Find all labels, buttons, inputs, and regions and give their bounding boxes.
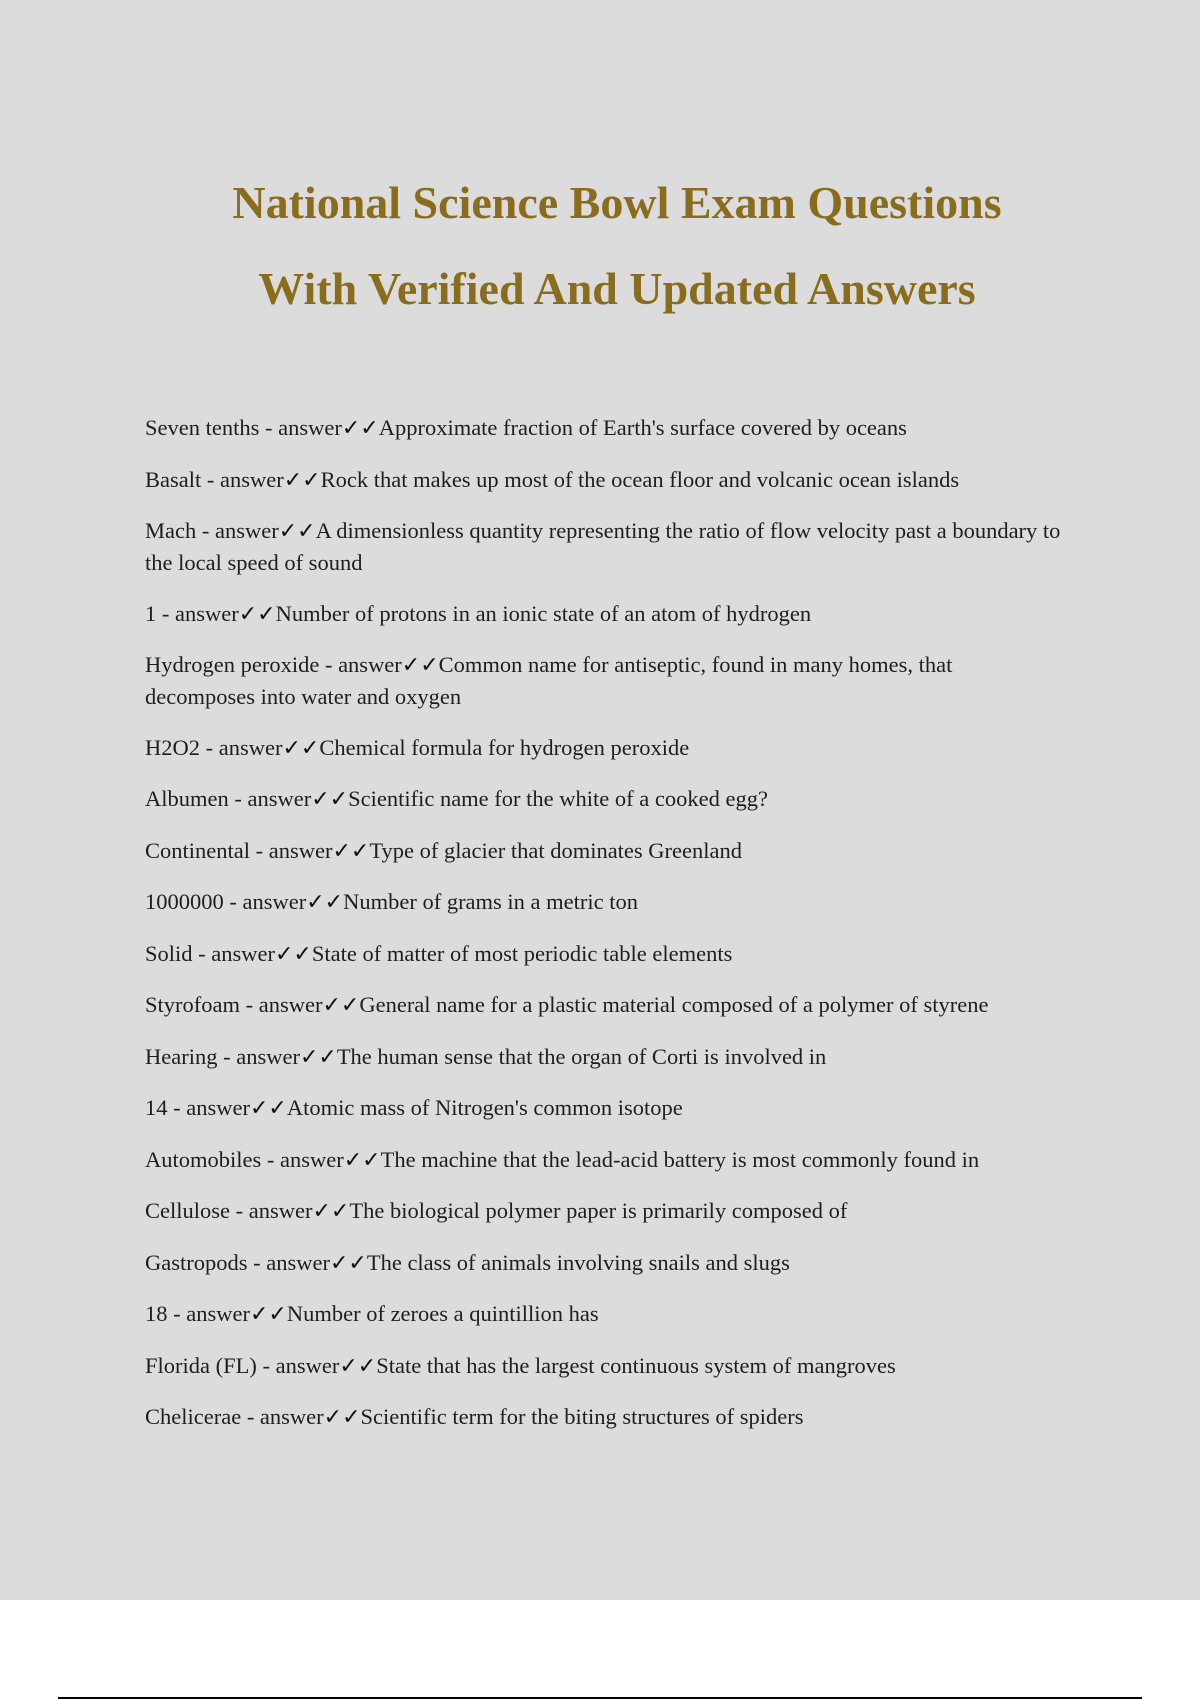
qa-separator: - answer bbox=[156, 600, 239, 626]
qa-answer: Styrofoam bbox=[145, 992, 240, 1017]
check-mark-icon: ✓✓ bbox=[343, 1147, 381, 1173]
qa-separator: - answer bbox=[241, 1404, 324, 1429]
check-mark-icon: ✓✓ bbox=[322, 993, 360, 1018]
check-mark-icon: ✓✓ bbox=[249, 1096, 287, 1121]
qa-answer: 18 bbox=[145, 1301, 168, 1326]
qa-question: The machine that the lead-acid battery is most commonly found in bbox=[380, 1146, 980, 1172]
qa-item bbox=[145, 464, 1065, 496]
qa-answer: Cellulose bbox=[145, 1198, 230, 1223]
qa-answer: Basalt bbox=[145, 466, 202, 492]
qa-separator: - answer bbox=[261, 1146, 344, 1172]
check-mark-icon: ✓✓ bbox=[299, 1044, 337, 1070]
qa-separator: - answer bbox=[230, 1198, 313, 1223]
check-mark-icon: ✓✓ bbox=[249, 1302, 287, 1327]
qa-question: The biological polymer paper is primarily composed of bbox=[349, 1198, 848, 1223]
check-mark-icon: ✓✓ bbox=[278, 519, 316, 544]
qa-question: Common name for antiseptic, found in many homes, that decomposes into water and oxygen bbox=[145, 652, 953, 709]
qa-item bbox=[145, 598, 1065, 630]
check-mark-icon: ✓✓ bbox=[275, 941, 312, 967]
qa-item bbox=[145, 649, 1065, 712]
check-mark-icon: ✓✓ bbox=[283, 467, 321, 493]
check-mark-icon: ✓✓ bbox=[339, 1353, 377, 1379]
qa-item bbox=[145, 1195, 1065, 1227]
qa-question: Atomic mass of Nitrogen's common isotope bbox=[286, 1095, 683, 1120]
qa-item bbox=[145, 732, 1065, 764]
qa-answer: H2O2 bbox=[145, 734, 200, 760]
check-mark-icon: ✓✓ bbox=[341, 416, 379, 441]
qa-item bbox=[145, 515, 1065, 578]
qa-separator: - answer bbox=[256, 1352, 340, 1378]
qa-separator: - answer bbox=[217, 1043, 300, 1069]
qa-separator: - answer bbox=[259, 415, 342, 440]
qa-item bbox=[145, 1401, 1065, 1433]
qa-item bbox=[145, 989, 1065, 1021]
footer-divider bbox=[58, 1697, 1142, 1699]
qa-separator: - answer bbox=[167, 1301, 250, 1326]
qa-answer: Hydrogen peroxide bbox=[145, 652, 320, 677]
qa-question: A dimensionless quantity representing the ratio of flow velocity past a boundary to the local speed of sound bbox=[145, 518, 1061, 575]
check-mark-icon: ✓✓ bbox=[332, 838, 370, 864]
qa-separator: - answer bbox=[240, 992, 323, 1017]
qa-separator: - answer bbox=[319, 652, 402, 677]
qa-question: State of matter of most periodic table elements bbox=[311, 940, 733, 966]
qa-answer: 1 bbox=[145, 600, 157, 626]
qa-item bbox=[145, 1350, 1065, 1382]
qa-answer: Continental bbox=[145, 837, 250, 863]
title-line-2: With Verified And Updated Answers bbox=[258, 263, 976, 314]
qa-answer: Mach bbox=[145, 518, 197, 543]
check-mark-icon: ✓✓ bbox=[329, 1250, 367, 1276]
qa-question: State that has the largest continuous system of mangroves bbox=[376, 1352, 896, 1378]
qa-separator: - answer bbox=[228, 786, 312, 811]
qa-item bbox=[145, 1298, 1065, 1330]
qa-separator: - answer bbox=[192, 940, 275, 966]
qa-question: Number of zeroes a quintillion has bbox=[286, 1301, 599, 1326]
qa-question: Number of protons in an ionic state of an atom of hydrogen bbox=[275, 600, 812, 626]
qa-question: Chemical formula for hydrogen peroxide bbox=[319, 734, 690, 760]
qa-answer: 1000000 bbox=[145, 889, 224, 914]
check-mark-icon: ✓✓ bbox=[282, 735, 320, 761]
qa-separator: - answer bbox=[223, 889, 307, 914]
qa-answer: Chelicerae bbox=[145, 1404, 242, 1429]
qa-question: The class of animals involving snails and slugs bbox=[366, 1249, 790, 1275]
qa-question: Rock that makes up most of the ocean floor and volcanic ocean islands bbox=[320, 466, 960, 492]
qa-answer: Seven tenths bbox=[145, 415, 260, 440]
qa-question: Scientific name for the white of a cooked egg? bbox=[348, 786, 768, 811]
qa-separator: - answer bbox=[196, 518, 279, 543]
check-mark-icon: ✓✓ bbox=[323, 1405, 361, 1430]
qa-separator: - answer bbox=[201, 466, 284, 492]
qa-separator: - answer bbox=[247, 1249, 330, 1275]
qa-question: Type of glacier that dominates Greenland bbox=[369, 837, 742, 863]
qa-item bbox=[145, 1144, 1065, 1176]
qa-item bbox=[145, 1092, 1065, 1124]
qa-question: Scientific term for the biting structures of spiders bbox=[360, 1404, 804, 1429]
qa-list bbox=[145, 412, 1065, 1453]
qa-answer: Florida (FL) bbox=[145, 1352, 257, 1378]
qa-item bbox=[145, 412, 1065, 444]
qa-item bbox=[145, 1041, 1065, 1073]
check-mark-icon: ✓✓ bbox=[312, 1199, 350, 1224]
qa-answer: 14 bbox=[145, 1095, 168, 1120]
qa-item bbox=[145, 938, 1065, 970]
title-line-1: National Science Bowl Exam Questions bbox=[232, 177, 1002, 228]
check-mark-icon: ✓✓ bbox=[401, 653, 439, 678]
qa-question: Number of grams in a metric ton bbox=[343, 889, 639, 914]
qa-separator: - answer bbox=[250, 837, 333, 863]
qa-question: The human sense that the organ of Corti is involved in bbox=[336, 1043, 827, 1069]
qa-separator: - answer bbox=[200, 734, 283, 760]
qa-question: General name for a plastic material composed of a polymer of styrene bbox=[359, 992, 989, 1017]
qa-question: Approximate fraction of Earth's surface covered by oceans bbox=[378, 415, 907, 440]
qa-item bbox=[145, 835, 1065, 867]
qa-separator: - answer bbox=[167, 1095, 250, 1120]
check-mark-icon: ✓✓ bbox=[238, 601, 276, 627]
check-mark-icon: ✓✓ bbox=[306, 890, 344, 915]
qa-answer: Solid bbox=[145, 940, 193, 966]
qa-item bbox=[145, 1247, 1065, 1279]
qa-answer: Automobiles bbox=[145, 1146, 262, 1172]
check-mark-icon: ✓✓ bbox=[311, 787, 349, 812]
document-title bbox=[0, 160, 1200, 332]
qa-answer: Gastropods bbox=[145, 1249, 248, 1275]
qa-item bbox=[145, 886, 1065, 918]
qa-answer: Albumen bbox=[145, 786, 229, 811]
qa-item bbox=[145, 783, 1065, 815]
qa-answer: Hearing bbox=[145, 1043, 218, 1069]
